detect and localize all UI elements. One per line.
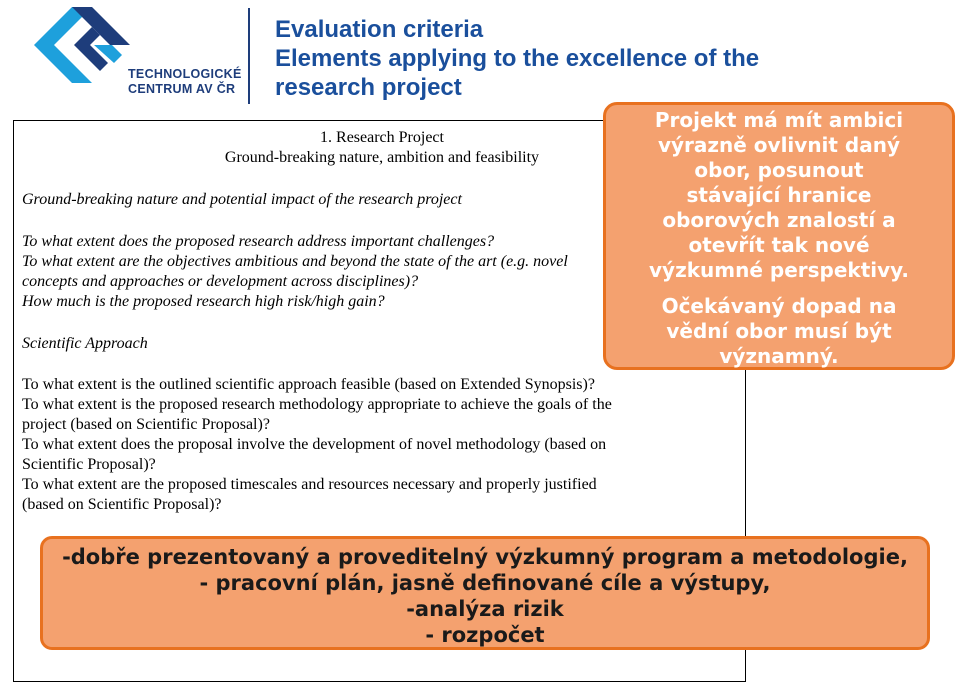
title-line-2: Elements applying to the excellence of the (275, 45, 760, 72)
s1-line: To what extent are the objectives ambitious and beyond the state of the art (e.g. novel (22, 253, 568, 270)
callout-line: vědní obor musí být (666, 319, 892, 343)
section-2-heading: Scientific Approach (22, 335, 148, 352)
title-line-3: research project (275, 74, 462, 101)
s2-line: project (based on Scientific Proposal)? (22, 416, 270, 433)
callout-bottom-line: - rozpočet (425, 623, 545, 647)
s1-line: concepts and approaches or development across disciplines)? (22, 273, 419, 290)
callout-bottom-line: - pracovní plán, jasně definované cíle a výstupy, (199, 571, 771, 595)
doc-heading-1: 1. Research Project (320, 129, 444, 146)
callout-bottom-line: -dobře prezentovaný a proveditelný výzkumný program a metodologie, (62, 545, 908, 569)
s1-line: How much is the proposed research high risk/high gain? (22, 293, 385, 310)
section-1-heading: Ground-breaking nature and potential impact of the research project (22, 191, 462, 208)
s2-line: (based on Scientific Proposal)? (22, 496, 222, 513)
callout-line: obor, posunout (694, 158, 864, 182)
callout-line: Projekt má mít ambici (654, 108, 904, 132)
logo-line-2: CENTRUM AV ČR (128, 82, 236, 96)
s2-line: To what extent does the proposal involve the development of novel methodology (based on (22, 436, 607, 453)
callout-line: oborových znalostí a (662, 208, 896, 232)
callout-methodology (40, 536, 930, 650)
callout-line: Očekávaný dopad na (661, 294, 897, 318)
callout-line: významný. (719, 344, 839, 368)
s2-line: Scientific Proposal)? (22, 456, 156, 473)
s1-line: To what extent does the proposed research address important challenges? (22, 233, 495, 250)
doc-heading-2: Ground-breaking nature, ambition and feasibility (224, 149, 540, 166)
s2-line: To what extent is the proposed research methodology appropriate to achieve the goals of the (22, 396, 612, 413)
logo-line-1: TECHNOLOGICKÉ (128, 67, 242, 81)
callout-line: výrazně ovlivnit daný (657, 133, 901, 157)
callout-ambition (603, 102, 955, 370)
tc-logo-icon (34, 5, 134, 85)
title-line-1: Evaluation criteria (275, 16, 484, 43)
callout-line: otevřít tak nové (688, 233, 870, 257)
s2-line: To what extent are the proposed timescales and resources necessary and properly justified (22, 476, 597, 493)
header-divider (248, 8, 250, 104)
page-title (275, 15, 955, 102)
callout-bottom-line: -analýza rizik (406, 597, 564, 621)
logo-text (128, 67, 258, 97)
callout-line: výzkumné perspektivy. (649, 258, 909, 282)
section-2-questions (22, 375, 742, 515)
s2-line: To what extent is the outlined scientific approach feasible (based on Extended Synopsis)? (22, 376, 595, 393)
callout-line: stávající hranice (686, 183, 872, 207)
